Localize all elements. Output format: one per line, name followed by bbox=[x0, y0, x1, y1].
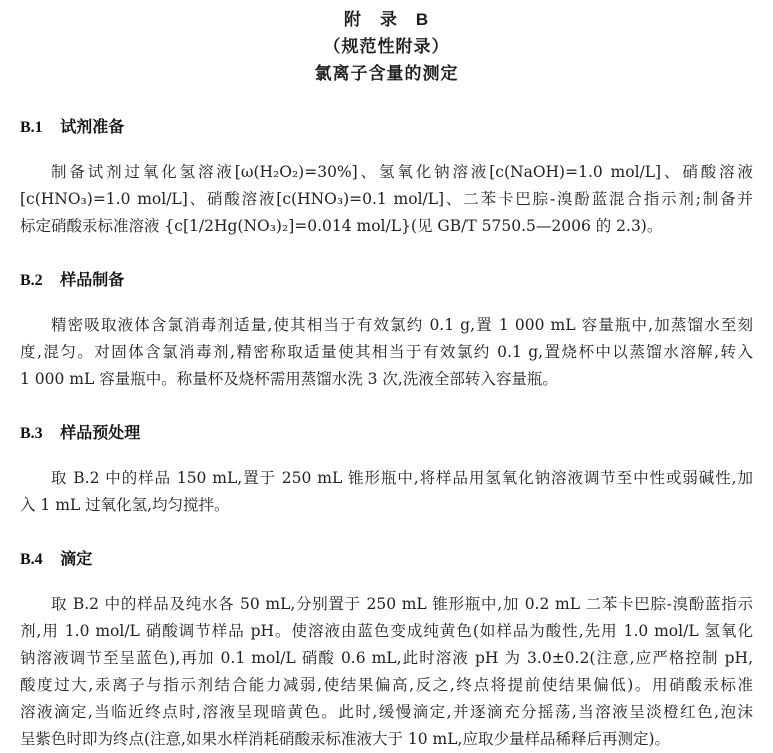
paragraph-line: 1 000 mL 容量瓶中。称量杯及烧杯需用蒸馏水洗 3 次,洗液全部转入容量瓶。 bbox=[20, 370, 558, 388]
paragraph-line: 剂,用 1.0 mol/L 硝酸调节样品 pH。使溶液由蓝色变成纯黄色(如样品为酸性,先用 1.0 mol/L 氢氧化 bbox=[20, 622, 753, 640]
section-b2 bbox=[20, 270, 753, 393]
paragraph-line: 酸度过大,汞离子与指示剂结合能力减弱,使结果偏高,反之,终点将提前使结果偏低)。用硝酸汞标准 bbox=[20, 676, 753, 694]
section-b3-title: 样品预处理 bbox=[60, 425, 141, 442]
section-b1-title: 试剂准备 bbox=[60, 119, 125, 136]
paragraph-line: 溶液滴定,当临近终点时,溶液呈现暗黄色。此时,缓慢滴定,并逐滴充分摇荡,当溶液呈淡橙红色,泡沫 bbox=[20, 703, 753, 721]
section-b3-paragraph bbox=[20, 465, 753, 519]
paragraph-line: 取 B.2 中的样品 150 mL,置于 250 mL 锥形瓶中,将样品用氢氧化钠溶液调节至中性或弱碱性,加 bbox=[51, 469, 753, 487]
section-b2-paragraph bbox=[20, 312, 753, 393]
section-b1-paragraph bbox=[20, 159, 753, 240]
paragraph-line: 呈紫色时即为终点(注意,如果水样消耗硝酸汞标准液大于 10 mL,应取少量样品稀释后再测定)。 bbox=[20, 730, 671, 748]
section-b1-number: B.1 bbox=[20, 119, 43, 136]
section-b2-title: 样品制备 bbox=[60, 272, 125, 289]
section-b4 bbox=[20, 549, 753, 753]
section-b4-title: 滴定 bbox=[60, 551, 93, 568]
section-b3-heading bbox=[20, 423, 753, 445]
section-b3 bbox=[20, 423, 753, 519]
paragraph-line: 标定硝酸汞标准溶液 {c[1/2Hg(NO₃)₂]=0.014 mol/L}(见 GB/T 5750.5—2006 的 2.3)。 bbox=[20, 217, 663, 235]
paragraph-line: 精密吸取液体含氯消毒剂适量,使其相当于有效氯约 0.1 g,置 1 000 mL 容量瓶中,加蒸馏水至刻 bbox=[51, 316, 753, 334]
appendix-title-block bbox=[20, 6, 753, 87]
paragraph-line: 钠溶液调节至呈蓝色),再加 0.1 mol/L 硝酸 0.6 mL,此时溶液 pH 为 3.0±0.2(注意,应严格控制 pH, bbox=[20, 649, 753, 667]
paragraph-line: 入 1 mL 过氧化氢,均匀搅拌。 bbox=[20, 496, 230, 514]
section-b1-heading bbox=[20, 117, 753, 139]
appendix-subtitle: （规范性附录） bbox=[323, 37, 450, 56]
section-b3-number: B.3 bbox=[20, 425, 43, 442]
section-b2-number: B.2 bbox=[20, 272, 43, 289]
section-b4-number: B.4 bbox=[20, 551, 43, 568]
appendix-heading: 氯离子含量的测定 bbox=[314, 64, 459, 83]
paragraph-line: 制备试剂过氧化氢溶液[ω(H₂O₂)=30%]、氢氧化钠溶液[c(NaOH)=1.0 mol/L]、硝酸溶液 bbox=[51, 163, 753, 181]
paragraph-line: 度,混匀。对固体含氯消毒剂,精密称取适量使其相当于有效氯约 0.1 g,置烧杯中以蒸馏水溶解,转入 bbox=[20, 343, 753, 361]
section-b1 bbox=[20, 117, 753, 240]
paragraph-line: 取 B.2 中的样品及纯水各 50 mL,分别置于 250 mL 锥形瓶中,加 0.2 mL 二苯卡巴腙-溴酚蓝指示 bbox=[51, 595, 753, 613]
section-b4-heading bbox=[20, 549, 753, 571]
paragraph-line: [c(HNO₃)=1.0 mol/L]、硝酸溶液[c(HNO₃)=0.1 mol/L]、二苯卡巴腙-溴酚蓝混合指示剂;制备并 bbox=[20, 190, 753, 208]
section-b2-heading bbox=[20, 270, 753, 292]
section-b4-paragraph bbox=[20, 591, 753, 753]
appendix-title: 附 录 B bbox=[343, 10, 430, 29]
